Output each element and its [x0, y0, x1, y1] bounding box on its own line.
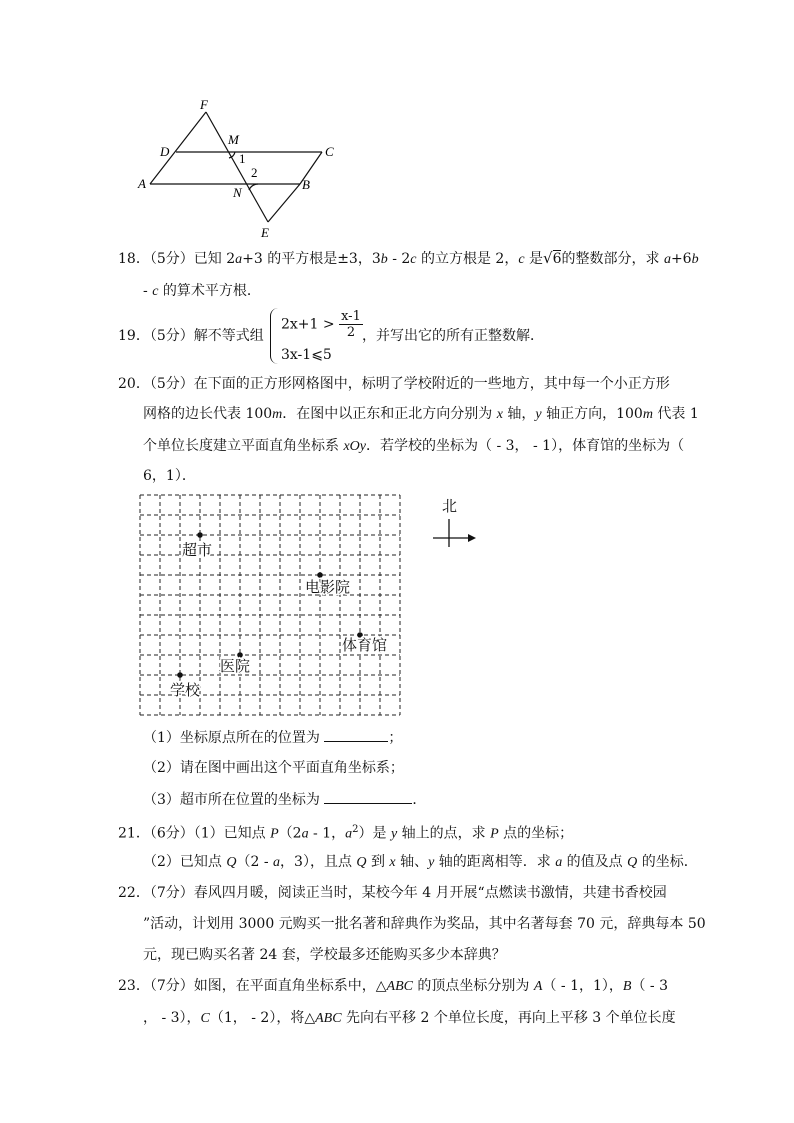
q19-label: 19．（5分）解不等式组	[118, 328, 264, 344]
label-C: C	[325, 144, 334, 159]
q20-line3: 个单位长度建立平面直角坐标系 xOy．若学校的坐标为（ - 3， - 1），体育馆的坐标为（	[143, 438, 685, 454]
q22-number: 22．	[118, 885, 150, 901]
answer-blank-1[interactable]	[324, 727, 388, 742]
line-EB	[268, 184, 300, 222]
label-supermarket: 超市	[182, 543, 213, 559]
q20-sub2: （2）请在图中画出这个平面直角坐标系；	[143, 760, 404, 776]
q19-ineq2: 3x-1⩽5	[281, 347, 332, 363]
label-B: B	[302, 177, 310, 192]
dot-hospital	[237, 652, 243, 658]
dot-supermarket	[197, 532, 203, 538]
q20-line4: 6，1）．	[143, 468, 196, 484]
q23-score: （7分）	[149, 978, 194, 994]
q20-line2: 网格的边长代表 100m．在图中以正东和正北方向分别为 x 轴，y 轴正方向，100m 代表 1	[143, 406, 699, 422]
grid-lines	[140, 495, 400, 715]
label-2: 2	[251, 165, 258, 180]
answer-blank-2[interactable]	[324, 789, 412, 804]
q22-line3: 元，现已购买名著 24 套，学校最多还能购买多少本辞典？	[143, 947, 506, 963]
geometry-figure	[130, 95, 350, 240]
dot-school	[177, 672, 183, 678]
q20-score: （5分）	[149, 376, 194, 392]
q22-line1: 22．（7分）春风四月暖，阅读正当时，某校今年 4 月开展“点燃读书激情，共建书香校园	[118, 885, 667, 901]
q18-number: 18．	[118, 251, 150, 267]
q19-score: （5分）	[149, 328, 194, 344]
q23-number: 23．	[118, 978, 150, 994]
q18-line1: 18．（5分）已知 2a+3 的平方根是±3，3b - 2c 的立方根是 2，c 是√6的整数部分，求 a+6b	[118, 249, 699, 267]
q20-line1: 20．（5分）在下面的正方形网格图中，标明了学校附近的一些地方，其中每一个小正方形	[118, 376, 670, 392]
label-D: D	[160, 144, 170, 159]
north-indicator	[428, 495, 478, 555]
label-A: A	[138, 176, 146, 191]
label-E: E	[261, 225, 269, 240]
sqrt-symbol: √	[543, 249, 553, 267]
label-1: 1	[239, 151, 246, 166]
label-M: M	[228, 132, 239, 147]
q21-line2: （2）已知点 Q（2 - a，3），且点 Q 到 x 轴、y 轴的距离相等．求 a 的值及点 Q 的坐标．	[143, 854, 698, 870]
q20-sub1: （1）坐标原点所在的位置为 ；	[143, 727, 402, 748]
q23-line1: 23．（7分）如图，在平面直角坐标系中，△ABC 的顶点坐标分别为 A（ - 1，1），B（ - 3	[118, 978, 669, 994]
label-N: N	[233, 185, 242, 200]
line-FE	[206, 112, 268, 222]
q20-number: 20．	[118, 376, 150, 392]
q19-brace	[270, 308, 279, 364]
q20-sub3: （3）超市所在位置的坐标为 ．	[143, 789, 426, 810]
q21-number: 21．	[118, 825, 150, 842]
q19-number: 19．	[118, 328, 150, 344]
east-arrow-head	[468, 534, 476, 542]
grid-map	[130, 490, 470, 722]
label-hospital: 医院	[220, 659, 251, 675]
label-F: F	[200, 97, 208, 112]
q22-score: （7分）	[149, 885, 194, 901]
dot-cinema	[317, 572, 323, 578]
line-AF	[150, 112, 206, 184]
q18-score: （5分）	[149, 251, 194, 267]
label-gym: 体育馆	[342, 638, 388, 654]
q23-line2: ， - 3），C（1， - 2），将△ABC 先向右平移 2 个单位长度，再向上平移 3 个单位长度	[143, 1010, 676, 1026]
q19-tail: ，并写出它的所有正整数解．	[362, 328, 544, 344]
label-cinema: 电影院	[305, 580, 351, 596]
sqrt-value: 6	[552, 251, 562, 267]
q22-line2: ”活动，计划用 3000 元购买一批名著和辞典作为奖品，其中名著每套 70 元，辞典每本 50	[143, 916, 706, 932]
angle-2-arc	[249, 184, 258, 190]
q21-score: （6分）	[149, 825, 194, 842]
q19-ineq1: 2x+1 > $\frac{x-1}{2}$	[281, 309, 361, 340]
label-school: 学校	[170, 683, 201, 699]
north-label: 北	[442, 497, 458, 515]
q18-line2: - c 的算术平方根．	[143, 283, 261, 299]
dot-gym	[357, 632, 363, 638]
q21-line1: 21．（6分）（1）已知点 P（2a - 1，$a^2$）是 y 轴上的点，求 P 点的坐标；	[118, 824, 574, 842]
